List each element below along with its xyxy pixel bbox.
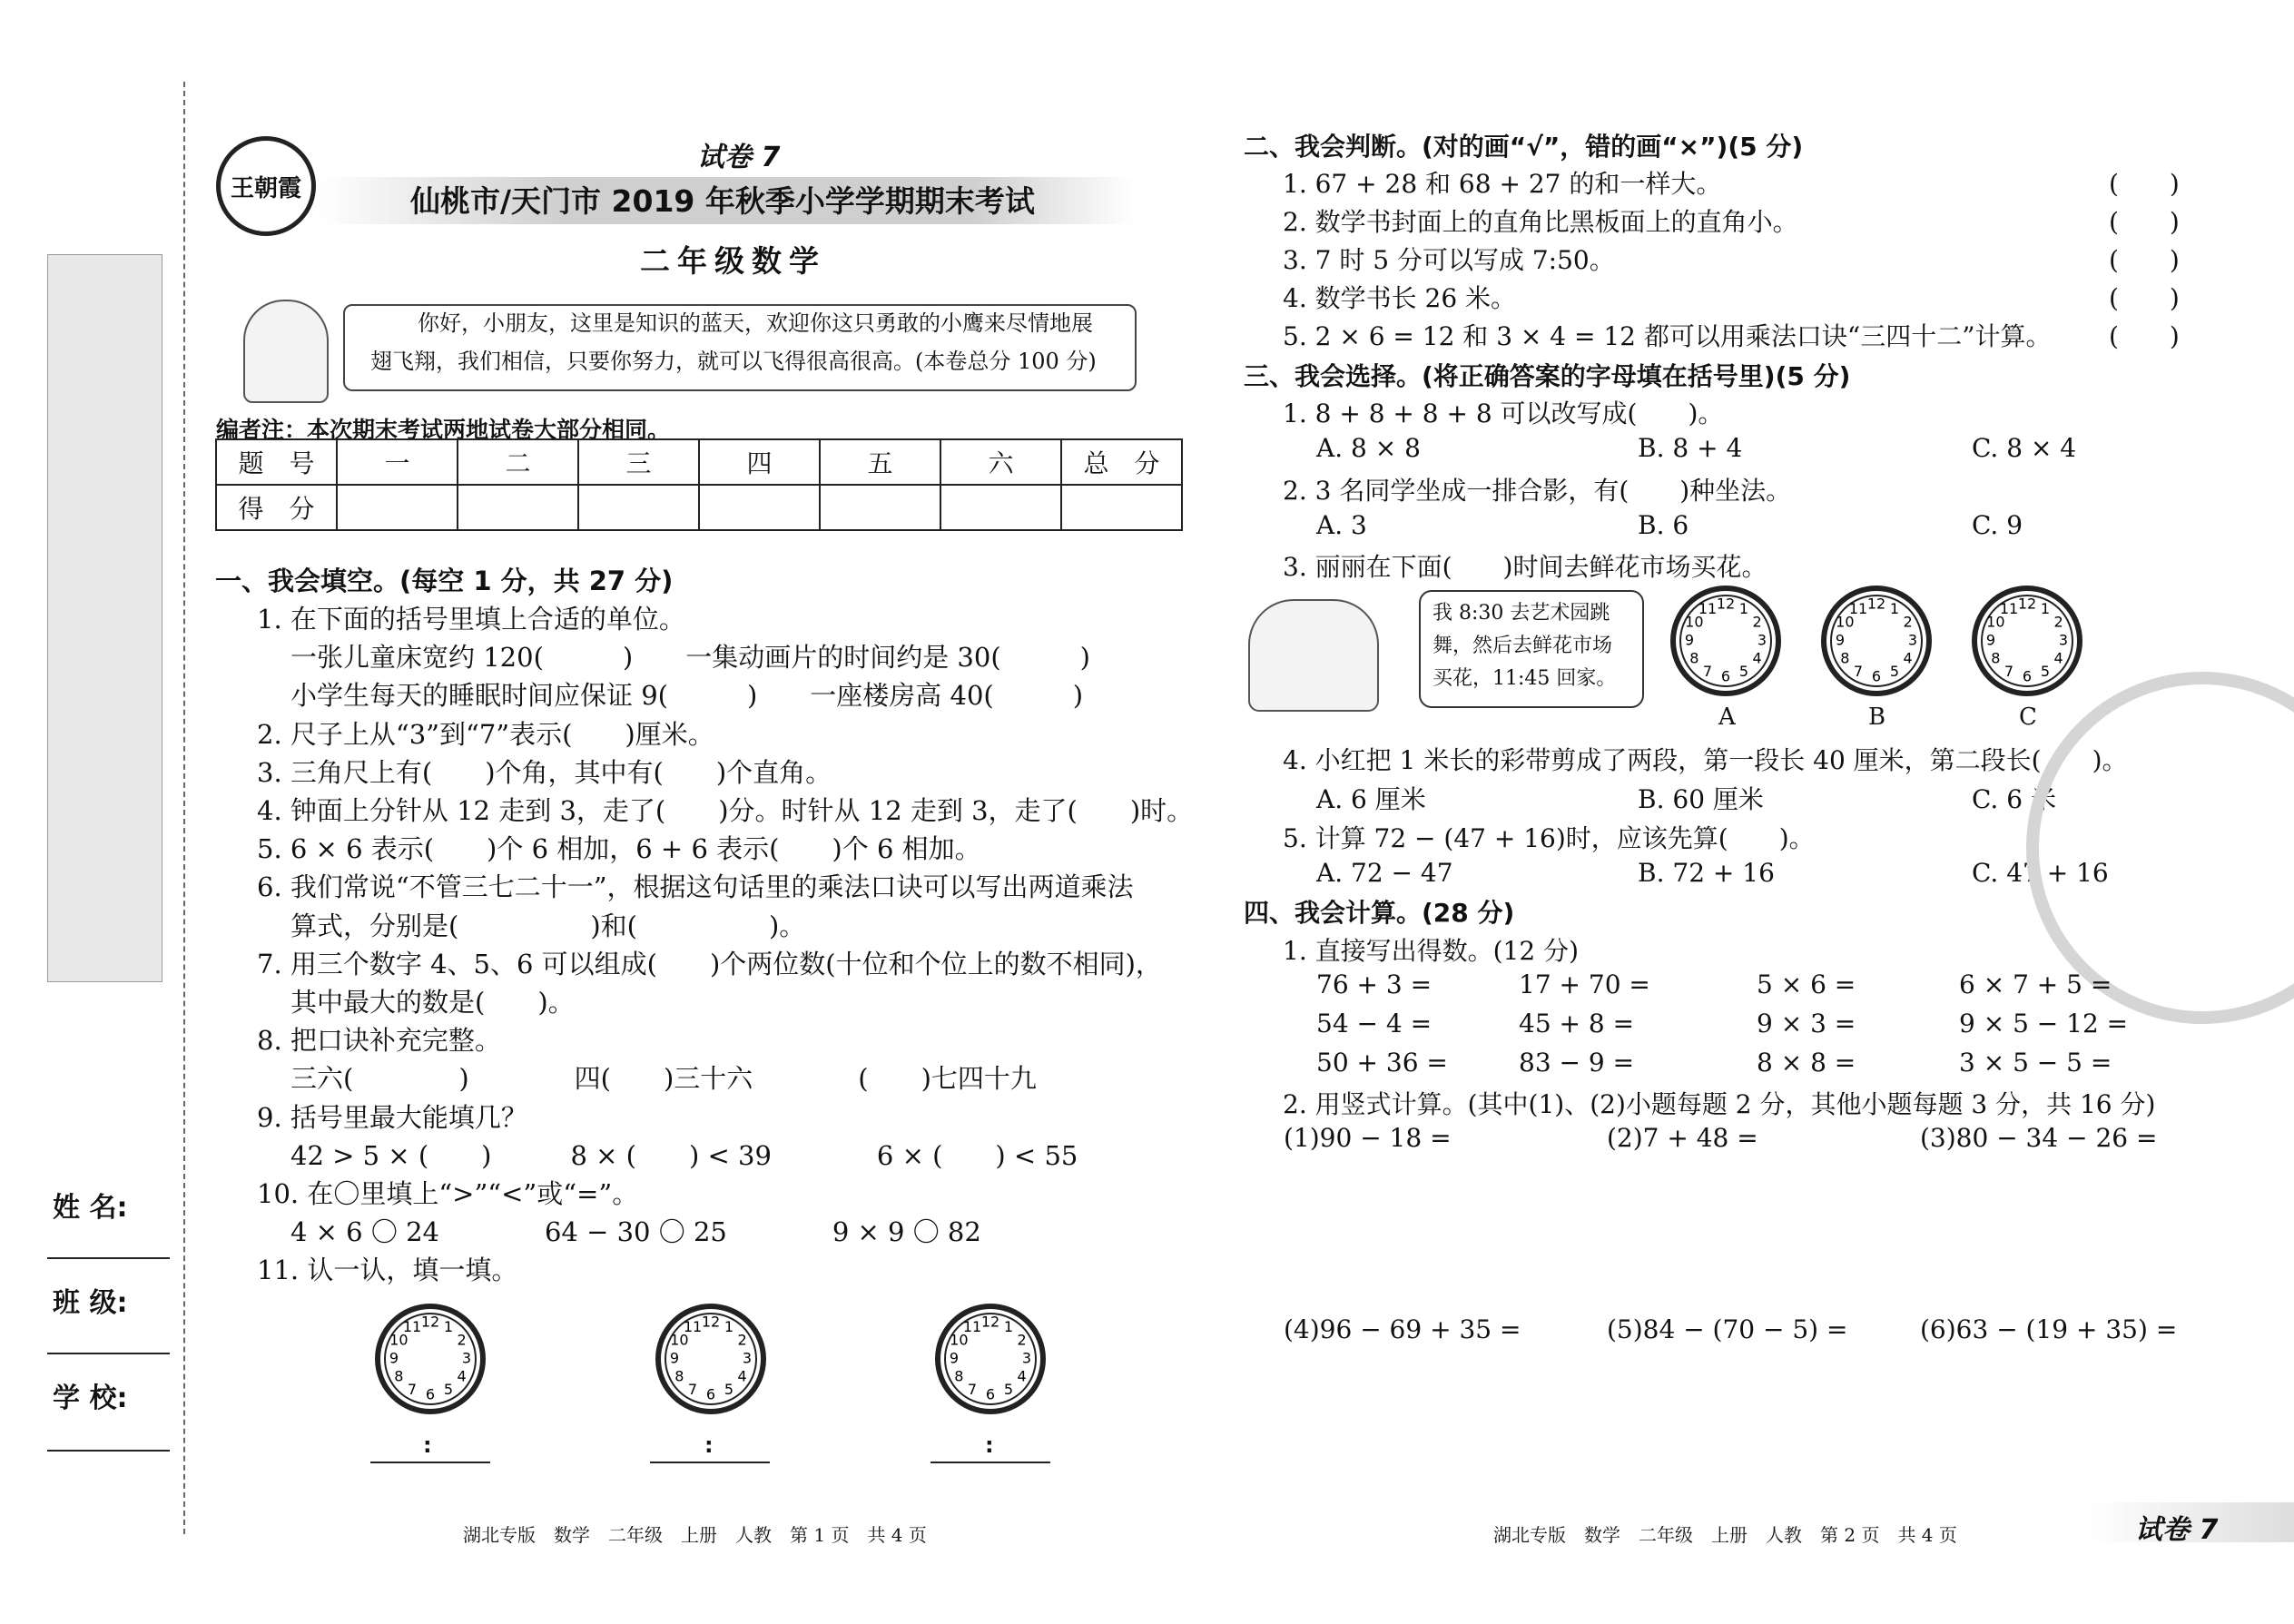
svg-text:8: 8 (1991, 649, 2001, 667)
svg-text:5: 5 (1003, 1381, 1014, 1399)
judge-item: 4. 数学书长 26 米。 (1283, 283, 1517, 313)
svg-text:11: 11 (402, 1317, 422, 1335)
logo-seal (216, 136, 316, 236)
oral-calc: 5 × 6 = (1757, 969, 1856, 999)
score-cell[interactable] (1061, 485, 1182, 530)
svg-text:4: 4 (1017, 1367, 1027, 1385)
svg-text:1: 1 (1738, 599, 1749, 617)
svg-text:3: 3 (461, 1349, 472, 1367)
judge-paren: ( ) (2109, 321, 2180, 351)
section1-title: 一、我会填空。(每空 1 分，共 27 分) (215, 566, 674, 596)
bubble-line-2: 舞，然后去鲜花市场 (1433, 635, 1613, 657)
girl2-illustration (1248, 599, 1379, 712)
colon: : (985, 1432, 994, 1458)
svg-text:1: 1 (443, 1317, 454, 1335)
s1-line: 三六( ) 四( )三十六 ( )七四十九 (290, 1063, 1037, 1095)
svg-text:9: 9 (1985, 631, 1996, 649)
binding-margin (47, 254, 162, 982)
section4-title: 四、我会计算。(28 分) (1244, 898, 1515, 928)
choice-question: 3. 丽丽在下面( )时间去鲜花市场买花。 (1283, 552, 1767, 582)
svg-text:7: 7 (407, 1381, 418, 1399)
logo-text: 王朝霞 (230, 174, 301, 202)
paper-number: 试卷 7 (697, 142, 781, 173)
svg-text:2: 2 (457, 1331, 467, 1349)
choice-clock-a (1669, 584, 1783, 698)
judge-item: 3. 7 时 5 分可以写成 7:50。 (1283, 245, 1615, 275)
vertical-calc: (6)63 − (19 + 35) = (1920, 1314, 2178, 1344)
s1-line: 2. 尺子上从“3”到“7”表示( )厘米。 (257, 718, 714, 750)
s1-clock-2 (654, 1302, 768, 1416)
s1-line: 一张儿童床宽约 120( ) 一集动画片的时间约是 30( ) (290, 642, 1090, 674)
s1-line: 4 × 6 〇 24 64 − 30 〇 25 9 × 9 〇 82 (290, 1216, 981, 1248)
svg-text:12: 12 (420, 1313, 440, 1331)
svg-text:5: 5 (443, 1381, 454, 1399)
score-header: 总 分 (1061, 439, 1182, 485)
girl-illustration (243, 300, 329, 403)
svg-text:11: 11 (962, 1317, 982, 1335)
s1-line: 10. 在〇里填上“>”“<”或“=”。 (257, 1178, 639, 1209)
svg-text:12: 12 (1716, 595, 1736, 613)
score-header: 六 (940, 439, 1061, 485)
svg-text:11: 11 (683, 1317, 703, 1335)
svg-text:8: 8 (1689, 649, 1699, 667)
svg-text:10: 10 (1836, 613, 1855, 631)
dashed-cut-line (183, 82, 185, 1534)
choice-option: A. 8 × 8 (1316, 433, 1421, 463)
s1-line: 6. 我们常说“不管三七二十一”，根据这句话里的乘法口诀可以写出两道乘法 (257, 871, 1134, 903)
svg-text:6: 6 (985, 1385, 996, 1403)
vertical-calc: (1)90 − 18 = (1284, 1123, 1452, 1153)
score-cell[interactable] (458, 485, 578, 530)
colon: : (423, 1432, 432, 1458)
choice-question: 4. 小红把 1 米长的彩带剪成了两段，第一段长 40 厘米，第二段长( )。 (1283, 745, 2128, 775)
svg-text:9: 9 (949, 1349, 960, 1367)
score-header: 三 (578, 439, 699, 485)
choice-option: B. 8 + 4 (1638, 433, 1743, 463)
svg-text:2: 2 (1752, 613, 1762, 631)
score-table (215, 438, 1183, 531)
colon: : (704, 1432, 714, 1458)
field-school-label: 学 校: (53, 1383, 128, 1414)
s4-sub2: 2. 用竖式计算。(其中(1)、(2)小题每题 2 分，其他小题每题 3 分，共 16 分) (1283, 1089, 2156, 1119)
score-header: 五 (820, 439, 940, 485)
clock-label-c: C (2019, 704, 2037, 731)
choice-option: C. 47 + 16 (1972, 858, 2109, 888)
s1-line: 3. 三角尺上有( )个角，其中有( )个直角。 (257, 756, 832, 788)
svg-text:10: 10 (389, 1331, 409, 1349)
choice-option: A. 3 (1316, 510, 1367, 540)
svg-text:6: 6 (1720, 667, 1731, 685)
vertical-calc: (4)96 − 69 + 35 = (1284, 1314, 1521, 1344)
editor-note: 编者注：本次期末考试两地试卷大部分相同。 (216, 417, 671, 443)
svg-text:3: 3 (2058, 631, 2069, 649)
vertical-calc: (3)80 − 34 − 26 = (1920, 1123, 2158, 1153)
svg-text:3: 3 (1907, 631, 1918, 649)
svg-text:12: 12 (1866, 595, 1886, 613)
svg-text:12: 12 (2017, 595, 2037, 613)
section2-title: 二、我会判断。(对的画“√”，错的画“×”)(5 分) (1244, 132, 1804, 162)
svg-text:5: 5 (1889, 663, 1900, 681)
choice-option: B. 72 + 16 (1638, 858, 1775, 888)
judge-item: 1. 67 + 28 和 68 + 27 的和一样大。 (1283, 169, 1722, 199)
choice-question: 1. 8 + 8 + 8 + 8 可以改写成( )。 (1283, 399, 1724, 428)
intro-line-1: 你好，小朋友，这里是知识的蓝天，欢迎你这只勇敢的小鹰来尽情地展 (418, 310, 1093, 336)
svg-text:1: 1 (1889, 599, 1900, 617)
bubble-line-1: 我 8:30 去艺术园跳 (1433, 602, 1610, 625)
svg-text:11: 11 (1999, 599, 2019, 617)
judge-paren: ( ) (2109, 169, 2180, 199)
svg-text:10: 10 (1685, 613, 1704, 631)
svg-text:5: 5 (1738, 663, 1749, 681)
svg-text:11: 11 (1698, 599, 1718, 617)
oral-calc: 9 × 5 − 12 = (1959, 1009, 2129, 1038)
judge-paren: ( ) (2109, 283, 2180, 313)
s1-line: 11. 认一认，填一填。 (257, 1255, 518, 1286)
choice-question: 2. 3 名同学坐成一排合影，有( )种坐法。 (1283, 476, 1792, 506)
svg-text:7: 7 (1853, 663, 1864, 681)
field-name-line[interactable] (47, 1257, 170, 1259)
choice-question: 5. 计算 72 − (47 + 16)时，应该先算( )。 (1283, 823, 1815, 853)
judge-paren: ( ) (2109, 245, 2180, 275)
choice-option: B. 6 (1638, 510, 1689, 540)
oral-calc: 50 + 36 = (1316, 1048, 1448, 1078)
svg-text:8: 8 (954, 1367, 964, 1385)
svg-text:6: 6 (705, 1385, 716, 1403)
oral-calc: 17 + 70 = (1519, 969, 1650, 999)
oral-calc: 3 × 5 − 5 = (1959, 1048, 2112, 1078)
svg-text:11: 11 (1848, 599, 1868, 617)
svg-text:6: 6 (1871, 667, 1882, 685)
s1-line: 8. 把口诀补充完整。 (257, 1025, 501, 1057)
svg-text:7: 7 (1702, 663, 1713, 681)
choice-option: C. 9 (1972, 510, 2023, 540)
s4-sub1: 1. 直接写出得数。(12 分) (1283, 936, 1579, 966)
svg-text:9: 9 (1835, 631, 1846, 649)
svg-text:2: 2 (737, 1331, 747, 1349)
footer-right: 湖北专版 数学 二年级 上册 人教 第 2 页 共 4 页 (1493, 1524, 1957, 1546)
clock-label-a: A (1718, 704, 1736, 731)
clock-label-b: B (1868, 704, 1886, 731)
s1-line: 5. 6 × 6 表示( )个 6 相加，6 + 6 表示( )个 6 相加。 (257, 833, 981, 865)
svg-text:4: 4 (457, 1367, 467, 1385)
field-name-label: 姓 名: (53, 1192, 128, 1224)
svg-text:4: 4 (737, 1367, 747, 1385)
vertical-calc: (5)84 − (70 − 5) = (1607, 1314, 1848, 1344)
judge-item: 5. 2 × 6 = 12 和 3 × 4 = 12 都可以用乘法口诀“三四十二”计算。 (1283, 321, 2052, 351)
svg-text:8: 8 (674, 1367, 684, 1385)
score-cell[interactable] (940, 485, 1061, 530)
judge-item: 2. 数学书封面上的直角比黑板面上的直角小。 (1283, 207, 1798, 237)
svg-text:3: 3 (1021, 1349, 1032, 1367)
bubble-line-3: 买花，11:45 回家。 (1433, 667, 1617, 690)
svg-text:5: 5 (724, 1381, 734, 1399)
svg-text:2: 2 (2053, 613, 2063, 631)
svg-text:12: 12 (980, 1313, 1000, 1331)
exam-title: 仙桃市/天门市 2019 年秋季小学学期期末考试 (410, 183, 1035, 219)
score-header: 四 (699, 439, 820, 485)
svg-text:4: 4 (1903, 649, 1913, 667)
footer-left: 湖北专版 数学 二年级 上册 人教 第 1 页 共 4 页 (463, 1524, 927, 1546)
svg-text:4: 4 (1752, 649, 1762, 667)
score-cell[interactable] (578, 485, 699, 530)
s1-answer-line-1[interactable] (370, 1462, 490, 1463)
svg-text:9: 9 (669, 1349, 680, 1367)
s1-line: 小学生每天的睡眠时间应保证 9( ) 一座楼房高 40( ) (290, 680, 1084, 712)
svg-text:4: 4 (2053, 649, 2063, 667)
s1-clock-1 (373, 1302, 487, 1416)
svg-text:7: 7 (687, 1381, 698, 1399)
score-cell[interactable] (820, 485, 940, 530)
svg-text:7: 7 (967, 1381, 978, 1399)
oral-calc: 6 × 7 + 5 = (1959, 969, 2112, 999)
svg-text:10: 10 (1986, 613, 2005, 631)
intro-line-2: 翅飞翔，我们相信，只要你努力，就可以飞得很高很高。(本卷总分 100 分) (370, 349, 1097, 374)
choice-option: C. 6 米 (1972, 784, 2056, 814)
oral-calc: 9 × 3 = (1757, 1009, 1856, 1038)
svg-text:1: 1 (2040, 599, 2051, 617)
s1-line: 4. 钟面上分针从 12 走到 3，走了( )分。时针从 12 走到 3，走了( )时。 (257, 795, 1194, 826)
svg-text:12: 12 (701, 1313, 721, 1331)
s1-line: 算式，分别是( )和( )。 (290, 910, 806, 941)
oral-calc: 45 + 8 = (1519, 1009, 1635, 1038)
choice-clock-b (1819, 584, 1934, 698)
s1-clock-3 (933, 1302, 1048, 1416)
choice-clock-c (1970, 584, 2084, 698)
svg-text:6: 6 (425, 1385, 436, 1403)
score-cell[interactable] (337, 485, 458, 530)
score-header: 题 号 (216, 439, 337, 485)
s1-line: 1. 在下面的括号里填上合适的单位。 (257, 604, 685, 635)
footer-tag: 试卷 7 (2135, 1514, 2219, 1546)
score-cell[interactable] (699, 485, 820, 530)
svg-text:1: 1 (724, 1317, 734, 1335)
field-school-line[interactable] (47, 1450, 170, 1452)
score-header: 二 (458, 439, 578, 485)
choice-option: A. 72 − 47 (1316, 858, 1453, 888)
svg-text:5: 5 (2040, 663, 2051, 681)
s1-line: 7. 用三个数字 4、5、6 可以组成( )个两位数(十位和个位上的数不相同)， (257, 948, 1162, 979)
oral-calc: 76 + 3 = (1316, 969, 1433, 999)
oral-calc: 83 − 9 = (1519, 1048, 1635, 1078)
oral-calc: 54 − 4 = (1316, 1009, 1433, 1038)
section3-title: 三、我会选择。(将正确答案的字母填在括号里)(5 分) (1244, 361, 1851, 391)
oral-calc: 8 × 8 = (1757, 1048, 1856, 1078)
s1-answer-line-2[interactable] (650, 1462, 770, 1463)
choice-option: C. 8 × 4 (1972, 433, 2077, 463)
svg-text:9: 9 (1684, 631, 1695, 649)
svg-text:9: 9 (389, 1349, 399, 1367)
s1-line: 42 > 5 × ( ) 8 × ( ) < 39 6 × ( ) < 55 (290, 1139, 1078, 1171)
svg-text:6: 6 (2022, 667, 2033, 685)
svg-text:3: 3 (742, 1349, 753, 1367)
s1-line: 其中最大的数是( )。 (290, 987, 575, 1018)
field-class-line[interactable] (47, 1353, 170, 1354)
judge-paren: ( ) (2109, 207, 2180, 237)
svg-text:7: 7 (2004, 663, 2014, 681)
choice-option: A. 6 厘米 (1316, 784, 1426, 814)
svg-text:10: 10 (950, 1331, 969, 1349)
choice-option: B. 60 厘米 (1638, 784, 1764, 814)
score-header: 一 (337, 439, 458, 485)
svg-text:2: 2 (1903, 613, 1913, 631)
svg-text:1: 1 (1003, 1317, 1014, 1335)
field-class-label: 班 级: (53, 1287, 128, 1319)
vertical-calc: (2)7 + 48 = (1607, 1123, 1758, 1153)
svg-text:10: 10 (670, 1331, 689, 1349)
exam-subtitle: 二年级数学 (640, 243, 826, 279)
score-row-label: 得 分 (216, 485, 337, 530)
svg-text:8: 8 (394, 1367, 404, 1385)
svg-text:8: 8 (1840, 649, 1850, 667)
s1-line: 9. 括号里最大能填几？ (257, 1101, 527, 1133)
s1-answer-line-3[interactable] (930, 1462, 1050, 1463)
svg-text:3: 3 (1757, 631, 1767, 649)
svg-text:2: 2 (1017, 1331, 1027, 1349)
